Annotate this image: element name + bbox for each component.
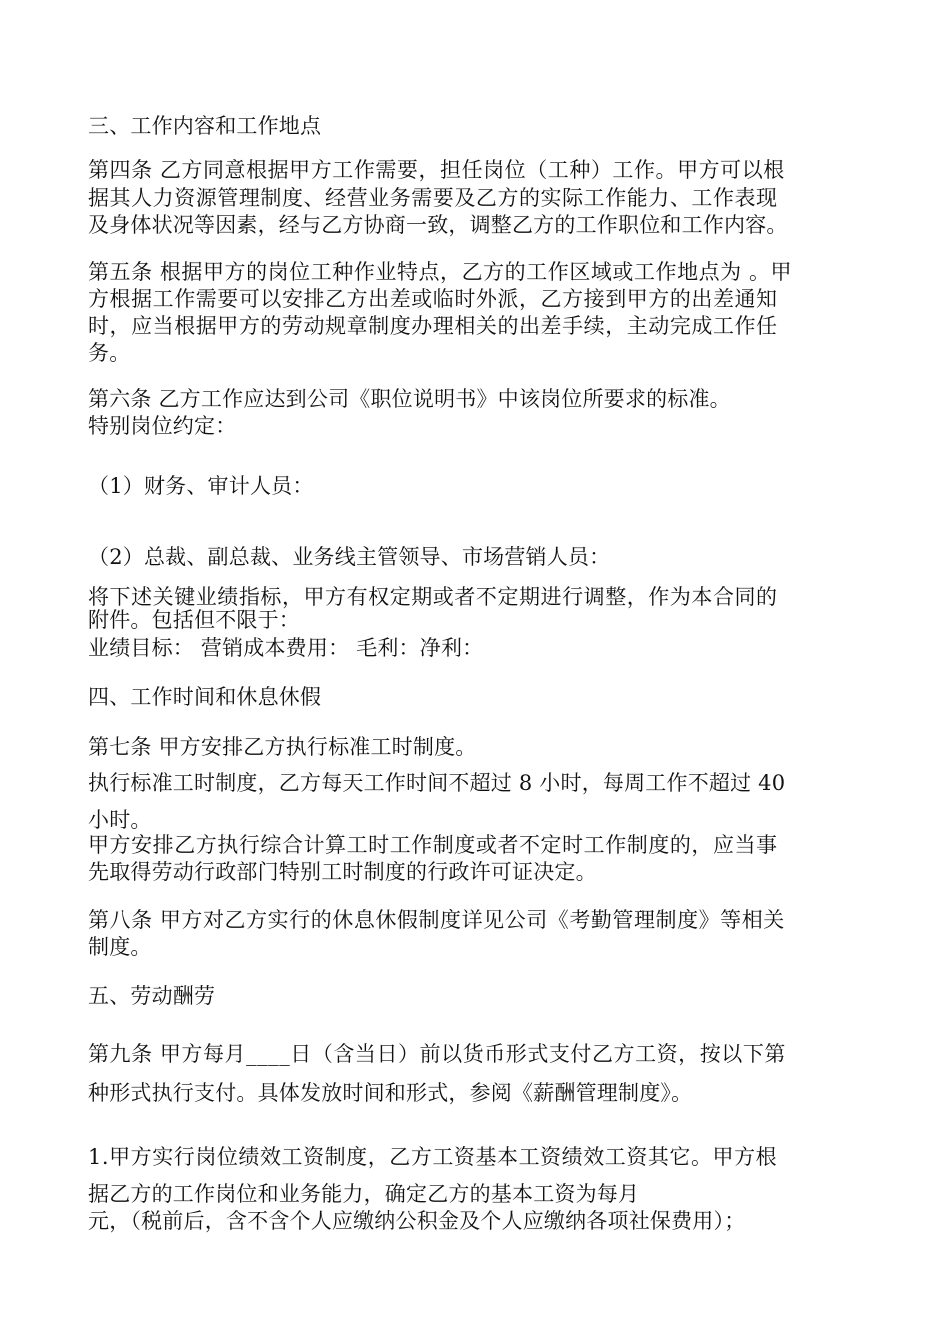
paragraph-line: 第六条 乙方工作应达到公司《职位说明书》中该岗位所要求的标准。 <box>88 387 731 411</box>
paragraph-line: 附件。包括但不限于： <box>88 608 300 632</box>
paragraph-line: 执行标准工时制度，乙方每天工作时间不超过 8 小时，每周工作不超过 40 <box>88 771 786 795</box>
paragraph-line: 第七条 甲方安排乙方执行标准工时制度。 <box>88 735 477 759</box>
section-heading: 五、劳动酬劳 <box>88 984 216 1008</box>
paragraph-line: 小时。 <box>88 808 152 832</box>
list-item: （1）财务、审计人员： <box>88 474 314 498</box>
paragraph-line: 特别岗位约定： <box>88 414 237 438</box>
paragraph-line: 第八条 甲方对乙方实行的休息休假制度详见公司《考勤管理制度》等相关 <box>88 908 785 932</box>
paragraph-line: 时，应当根据甲方的劳动规章制度办理相关的出差手续，主动完成工作任 <box>88 314 778 338</box>
paragraph-line: 种形式执行支付。具体发放时间和形式，参阅《薪酬管理制度》。 <box>88 1081 693 1105</box>
paragraph-line: 第四条 乙方同意根据甲方工作需要，担任岗位（工种）工作。甲方可以根 <box>88 158 785 182</box>
paragraph-line: 第五条 根据甲方的岗位工种作业特点，乙方的工作区域或工作地点为 。甲 <box>88 260 793 284</box>
paragraph-line: 甲方安排乙方执行综合计算工时工作制度或者不定时工作制度的，应当事 <box>88 833 778 857</box>
paragraph-line: 方根据工作需要可以安排乙方出差或临时外派，乙方接到甲方的出差通知 <box>88 287 778 311</box>
paragraph-line: 据其人力资源管理制度、经营业务需要及乙方的实际工作能力、工作表现 <box>88 186 778 210</box>
paragraph-line: 业绩目标： 营销成本费用： 毛利：净利： <box>88 636 484 660</box>
list-item: （2）总裁、副总裁、业务线主管领导、市场营销人员： <box>88 545 611 569</box>
paragraph-line: 将下述关键业绩指标，甲方有权定期或者不定期进行调整，作为本合同的 <box>88 585 778 609</box>
paragraph-line: 务。 <box>88 341 131 365</box>
paragraph-line: 第九条 甲方每月____日（含当日）前以货币形式支付乙方工资，按以下第 <box>88 1042 786 1066</box>
paragraph-line: 先取得劳动行政部门特别工时制度的行政许可证决定。 <box>88 860 597 884</box>
paragraph-line: 制度。 <box>88 935 152 959</box>
paragraph-line: 据乙方的工作岗位和业务能力，确定乙方的基本工资为每月 <box>88 1182 640 1206</box>
paragraph-line: 元，（税前后，含不含个人应缴纳公积金及个人应缴纳各项社保费用）； <box>88 1209 746 1233</box>
paragraph-line: 1.甲方实行岗位绩效工资制度，乙方工资基本工资绩效工资其它。甲方根 <box>88 1145 778 1169</box>
section-heading: 四、工作时间和休息休假 <box>88 685 322 709</box>
paragraph-line: 及身体状况等因素，经与乙方协商一致，调整乙方的工作职位和工作内容。 <box>88 213 788 237</box>
section-heading: 三、工作内容和工作地点 <box>88 114 322 138</box>
